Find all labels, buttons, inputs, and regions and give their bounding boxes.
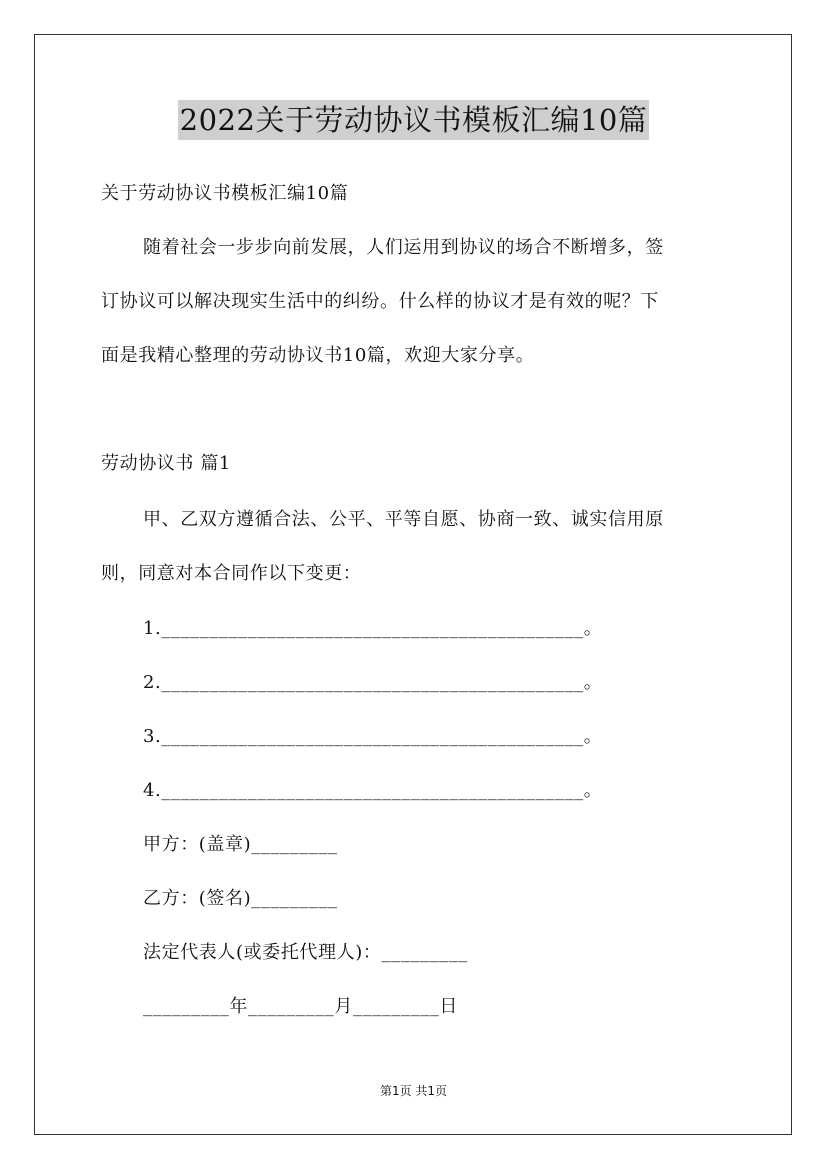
intro-line-3: 面是我精心整理的劳动协议书10篇，欢迎大家分享。 (101, 345, 535, 366)
list-item-3: 3.____________________________________________。 (143, 726, 603, 747)
intro-line-1: 随着社会一步步向前发展，人们运用到协议的场合不断增多，签 (143, 237, 664, 258)
signature-date: _________年_________月_________日 (143, 996, 458, 1017)
body-line-2: 则，同意对本合同作以下变更： (101, 563, 362, 584)
title-container (0, 100, 827, 140)
list-item-4: 4.____________________________________________。 (143, 780, 603, 801)
body-line-1: 甲、乙双方遵循合法、公平、平等自愿、协商一致、诚实信用原 (143, 509, 664, 530)
document-title: 2022关于劳动协议书模板汇编10篇 (178, 100, 650, 140)
list-item-2: 2.____________________________________________。 (143, 672, 603, 693)
document-subtitle: 关于劳动协议书模板汇编10篇 (101, 183, 349, 204)
legal-rep-signature: 法定代表人(或委托代理人)：_________ (143, 942, 468, 963)
party-a-signature: 甲方：(盖章)_________ (143, 834, 338, 855)
section-heading: 劳动协议书 篇1 (101, 453, 231, 474)
page-number: 第1页 共1页 (379, 1084, 448, 1098)
list-item-1: 1.____________________________________________。 (143, 618, 603, 639)
party-b-signature: 乙方：(签名)_________ (143, 888, 338, 909)
intro-line-2: 订协议可以解决现实生活中的纠纷。什么样的协议才是有效的呢？下 (101, 291, 659, 312)
